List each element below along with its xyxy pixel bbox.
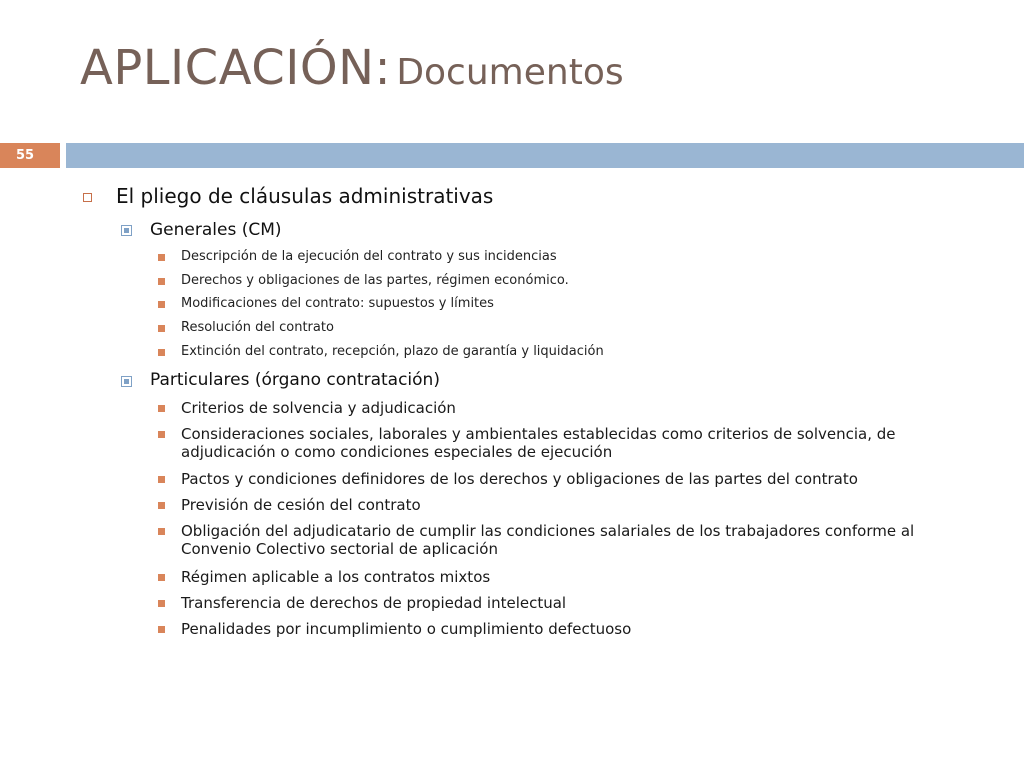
small-square-bullet-icon (158, 349, 165, 356)
particulares-label: Particulares (órgano contratación) (150, 370, 440, 390)
list-item: Régimen aplicable a los contratos mixtos (181, 568, 491, 586)
small-square-bullet-icon (158, 431, 165, 438)
slide-number: 55 (0, 143, 60, 168)
list-item: Pactos y condiciones definidores de los derechos y obligaciones de las partes del contrato (181, 470, 858, 488)
small-square-bullet-icon (158, 278, 165, 285)
small-square-bullet-icon (158, 476, 165, 483)
list-item: Transferencia de derechos de propiedad intelectual (181, 594, 567, 612)
list-item: Obligación del adjudicatario de cumplir las condiciones salariales de los trabajadores conforme al Convenio Colectivo sectorial de aplicación (181, 522, 915, 558)
outline-heading: El pliego de cláusulas administrativas (116, 184, 494, 208)
generales-label: Generales (CM) (150, 220, 282, 240)
small-square-bullet-icon (158, 301, 165, 308)
small-square-bullet-icon (158, 254, 165, 261)
small-square-bullet-icon (158, 325, 165, 332)
list-item: Penalidades por incumplimiento o cumplimiento defectuoso (181, 620, 632, 638)
list-item: Derechos y obligaciones de las partes, régimen económico. (181, 273, 569, 288)
list-item: Extinción del contrato, recepción, plazo de garantía y liquidación (181, 344, 604, 359)
small-square-bullet-icon (158, 600, 165, 607)
square-bullet-icon (83, 193, 92, 202)
list-item: Descripción de la ejecución del contrato y sus incidencias (181, 249, 557, 264)
small-square-bullet-icon (158, 502, 165, 509)
list-item: Consideraciones sociales, laborales y ambientales establecidas como criterios de solvencia, de adjudicación o como condiciones especiales de ejecución (181, 425, 896, 461)
title-main: APLICACIÓN: (80, 40, 392, 96)
slide-title (80, 40, 624, 96)
header-band (0, 143, 1024, 168)
small-square-bullet-icon (158, 528, 165, 535)
small-square-bullet-icon (158, 405, 165, 412)
list-item: Resolución del contrato (181, 320, 334, 335)
filled-square-bullet-icon (121, 376, 132, 387)
list-item: Criterios de solvencia y adjudicación (181, 399, 456, 417)
title-sub: Documentos (396, 52, 624, 93)
small-square-bullet-icon (158, 626, 165, 633)
filled-square-bullet-icon (121, 225, 132, 236)
small-square-bullet-icon (158, 574, 165, 581)
list-item: Modificaciones del contrato: supuestos y límites (181, 296, 494, 311)
header-band-bar (66, 143, 1024, 168)
list-item: Previsión de cesión del contrato (181, 496, 421, 514)
